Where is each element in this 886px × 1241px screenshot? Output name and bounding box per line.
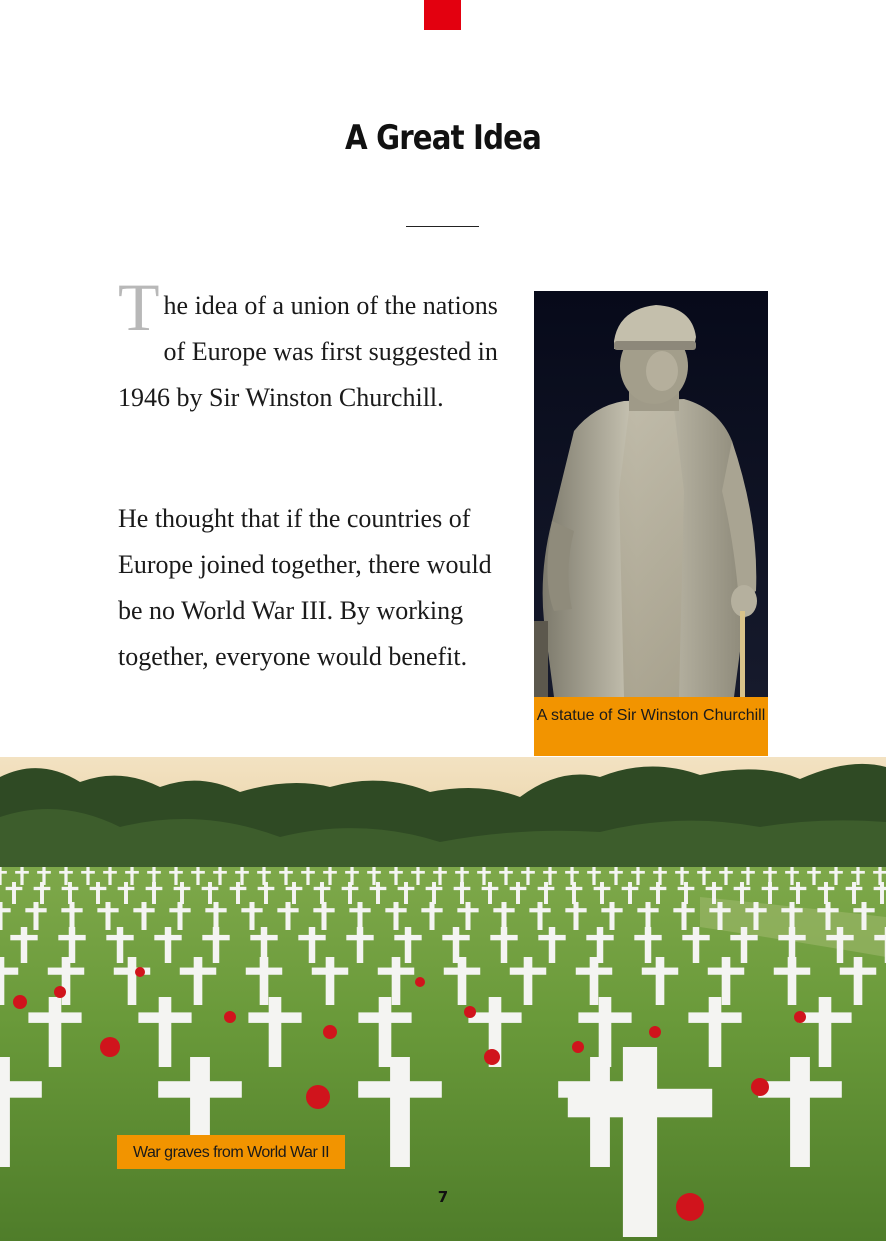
page-title: A Great Idea (344, 118, 541, 158)
statue-illustration (534, 291, 768, 697)
title-divider (406, 226, 479, 227)
graves-caption: War graves from World War II (117, 1135, 345, 1169)
drop-cap: T (118, 269, 160, 345)
paragraph-benefit: He thought that if the countries of Europe joined together, there would be no World War III. By working together, everyone would benefit. (118, 504, 492, 671)
red-page-tab (424, 0, 461, 30)
paragraph-intro (118, 269, 498, 421)
paragraph-intro-text: he idea of a union of the nations of Europe was first suggested in 1946 by Sir Winston Churchill. (118, 291, 498, 412)
statue-photo (534, 291, 768, 697)
statue-caption: A statue of Sir Winston Churchill (534, 697, 768, 756)
page-number: 7 (437, 1188, 449, 1206)
